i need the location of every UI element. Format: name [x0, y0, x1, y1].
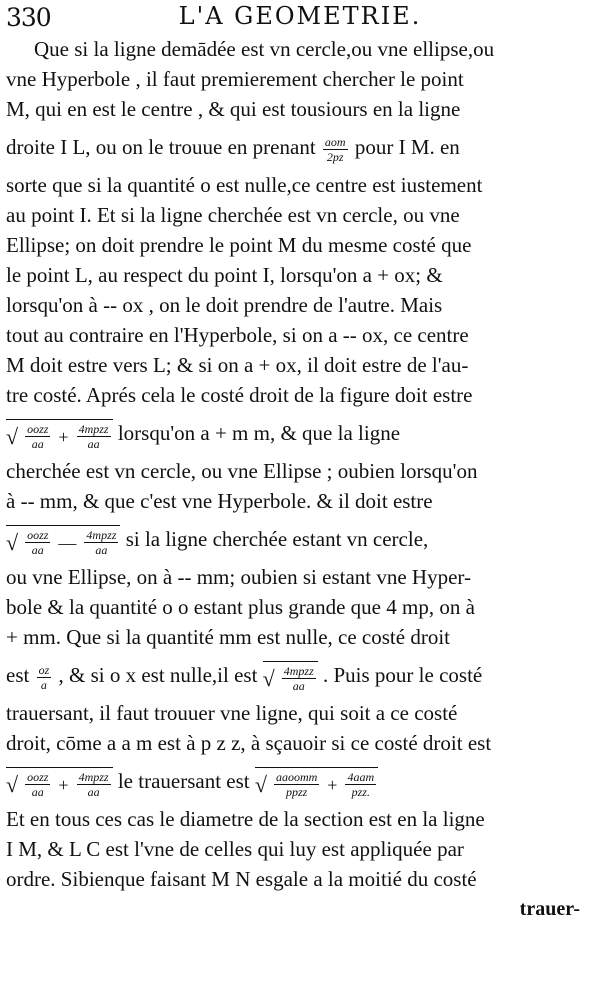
fraction-term: [323, 135, 348, 164]
root-sign: √: [6, 529, 19, 555]
text-line: tout au contraire en l'Hyperbole, si on a -- ox, ce centre: [6, 323, 469, 347]
text-run: lorsqu'on a + m m, & que la ligne: [117, 421, 401, 445]
fraction-denominator: aa: [292, 679, 305, 694]
text-line-with-formula: [6, 516, 588, 562]
text-line: + mm. Que si la quantité mm est nulle, ce costé droit: [6, 625, 450, 649]
text-line-with-formula: [6, 652, 588, 698]
fraction-denominator: aa: [87, 437, 100, 452]
fraction-numerator: aaoomm: [275, 770, 318, 785]
text-run: , & si o x est nulle,il est: [58, 663, 258, 687]
text-line: droit, cōme a a m est à p z z, à sçauoir si ce costé droit est: [6, 731, 492, 755]
plus-sign: +: [327, 774, 338, 795]
radical-formula: [255, 767, 378, 799]
text-line-with-formula: [6, 410, 588, 456]
fraction-denominator: a: [40, 677, 47, 692]
radical-formula: [6, 525, 120, 557]
radical-formula: [263, 661, 318, 693]
text-line: au point I. Et si la ligne cherchée est vn cercle, ou vne: [6, 203, 460, 227]
fraction-term: [282, 664, 316, 693]
text-line: Que si la ligne demādée est vn cercle,ou vne ellipse,ou: [34, 37, 495, 61]
text-line: Ellipse; on doit prendre le point M du mesme costé que: [6, 233, 472, 257]
fraction-term: [77, 770, 111, 799]
fraction-numerator: oozz: [27, 770, 49, 785]
fraction-numerator: oozz: [27, 528, 49, 543]
fraction-term: [25, 528, 50, 557]
body-text: [6, 34, 588, 924]
running-title: L'A GEOMETRIE.: [178, 2, 422, 30]
fraction-numerator: 4mpzz: [283, 664, 314, 679]
fraction-denominator: 2pz: [326, 149, 344, 164]
root-sign: √: [262, 665, 275, 691]
fraction-denominator: aa: [31, 543, 44, 558]
text-line: à -- mm, & que c'est vne Hyperbole. & il doit estre: [6, 489, 433, 513]
text-line: bole & la quantité o o estant plus grande que 4 mp, on à: [6, 595, 475, 619]
root-sign: √: [254, 771, 267, 797]
text-line: M, qui en est le centre , & qui est tousiours en la ligne: [6, 97, 461, 121]
fraction-numerator: oz: [38, 662, 50, 677]
text-line: le point L, au respect du point I, lorsqu'on a + ox; &: [6, 263, 443, 287]
text-line: ou vne Ellipse, on à -- mm; oubien si estant vne Hyper-: [6, 565, 471, 589]
fraction-numerator: 4aam: [347, 770, 375, 785]
catchword: trauer-: [519, 898, 580, 920]
fraction-denominator: aa: [31, 785, 44, 800]
text-run: pour I M. en: [354, 135, 460, 159]
text-line: tre costé. Aprés cela le costé droit de la figure doit estre: [6, 383, 473, 407]
fraction-denominator: aa: [31, 437, 44, 452]
text-line-with-fraction: [6, 124, 588, 170]
fraction-denominator: aa: [87, 785, 100, 800]
fraction-denominator: pzz.: [351, 785, 370, 800]
fraction-numerator: oozz: [27, 422, 49, 437]
fraction-term: [77, 422, 111, 451]
plus-sign: +: [58, 426, 69, 447]
text-run: le trauersant est: [117, 769, 250, 793]
text-run: est: [6, 663, 30, 687]
text-line: M doit estre vers L; & si on a + ox, il doit estre de l'au-: [6, 353, 469, 377]
fraction-numerator: 4mpzz: [86, 528, 117, 543]
root-sign: √: [6, 771, 19, 797]
fraction-term: [25, 422, 50, 451]
text-line: cherchée est vn cercle, ou vne Ellipse ; oubien lorsqu'on: [6, 459, 478, 483]
text-line: I M, & L C est l'vne de celles qui luy est appliquée par: [6, 837, 464, 861]
fraction-term: [84, 528, 118, 557]
plus-sign: +: [58, 774, 69, 795]
fraction-term: [25, 770, 50, 799]
fraction-numerator: 4mpzz: [78, 422, 109, 437]
text-run: droite I L, ou on le trouue en prenant: [6, 135, 316, 159]
radical-formula: [6, 419, 113, 451]
fraction: [35, 663, 54, 692]
text-line: lorsqu'on à -- ox , on le doit prendre de l'autre. Mais: [6, 293, 443, 317]
fraction: [321, 135, 350, 164]
radical-formula: [6, 767, 113, 799]
minus-sign: —: [58, 532, 77, 553]
fraction-term: [274, 770, 319, 799]
fraction-denominator: aa: [95, 543, 108, 558]
text-run: . Puis pour le costé: [323, 663, 483, 687]
fraction-term: [345, 770, 376, 799]
text-line: trauersant, il faut trouuer vne ligne, qui soit a ce costé: [6, 701, 458, 725]
page-number: 330: [6, 3, 51, 32]
fraction-term: [37, 663, 52, 692]
fraction-numerator: aom: [324, 134, 346, 149]
fraction-denominator: ppzz: [285, 785, 308, 800]
fraction-numerator: 4mpzz: [78, 770, 109, 785]
root-sign: √: [6, 423, 19, 449]
text-line: ordre. Sibienque faisant M N esgale a la moitié du costé: [6, 867, 477, 891]
text-line: Et en tous ces cas le diametre de la section est en la ligne: [6, 807, 485, 831]
text-line: vne Hyperbole , il faut premierement chercher le point: [6, 67, 464, 91]
text-run: si la ligne cherchée estant vn cercle,: [125, 527, 429, 551]
text-line: sorte que si la quantité o est nulle,ce centre est iustement: [6, 173, 483, 197]
text-line-with-formula: [6, 758, 588, 804]
